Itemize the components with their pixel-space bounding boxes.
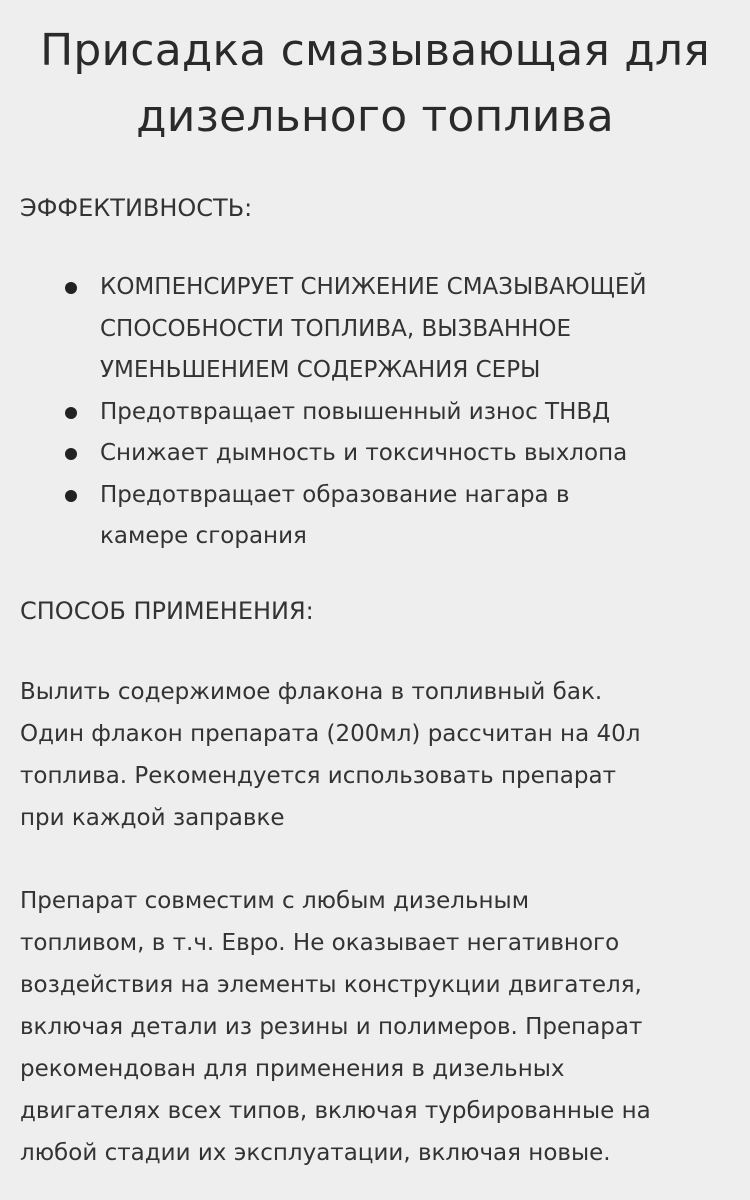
list-item-text-line: УМЕНЬШЕНИЕМ СОДЕРЖАНИЯ СЕРЫ [100, 357, 541, 383]
list-item-text-line: Предотвращает образование нагара в [100, 481, 570, 508]
paragraph-line: любой стадии их эксплуатации, включая новые. [20, 1140, 611, 1166]
effectiveness-list [0, 267, 750, 558]
list-item-text-line: Предотвращает повышенный износ ТНВД [100, 398, 611, 425]
list-item-text-line: КОМПЕНСИРУЕТ СНИЖЕНИЕ СМАЗЫВАЮЩЕЙ [100, 274, 647, 300]
paragraph-line: топливом, в т.ч. Евро. Не оказывает негативного [20, 930, 620, 956]
paragraph-line: Препарат совместим с любым дизельным [20, 888, 530, 914]
paragraph-line: включая детали из резины и полимеров. Препарат [20, 1014, 643, 1040]
usage-heading: СПОСОБ ПРИМЕНЕНИЯ: [20, 597, 314, 625]
list-item [0, 475, 750, 558]
list-item [0, 267, 750, 392]
list-item-text-line: Снижает дымность и токсичность выхлопа [100, 440, 628, 466]
paragraph-line: двигателях всех типов, включая турбированные на [20, 1098, 651, 1124]
bullet-icon [65, 490, 77, 502]
paragraph-line: Один флакон препарата (200мл) рассчитан на 40л [20, 721, 641, 747]
paragraph-line: Вылить содержимое флакона в топливный бак. [20, 679, 603, 705]
effectiveness-heading: ЭФФЕКТИВНОСТЬ: [20, 194, 253, 222]
list-item [0, 392, 750, 434]
paragraph-line: при каждой заправке [20, 805, 285, 831]
page-title-line-1: Присадка смазывающая для [40, 25, 710, 76]
paragraph-line: воздействия на элементы конструкции двигателя, [20, 972, 642, 998]
usage-instructions-paragraph [20, 671, 735, 839]
page-title-line-2: дизельного топлива [136, 91, 614, 142]
list-item-text-line: СПОСОБНОСТИ ТОПЛИВА, ВЫЗВАННОЕ [100, 315, 572, 342]
list-item [0, 433, 750, 475]
bullet-icon [65, 407, 77, 419]
paragraph-line: топлива. Рекомендуется использовать препарат [20, 763, 616, 789]
paragraph-line: рекомендован для применения в дизельных [20, 1056, 565, 1082]
bullet-icon [65, 448, 77, 460]
compatibility-paragraph [20, 880, 735, 1174]
bullet-icon [65, 282, 77, 294]
list-item-text-line: камере сгорания [100, 523, 307, 549]
page-title [0, 18, 750, 150]
